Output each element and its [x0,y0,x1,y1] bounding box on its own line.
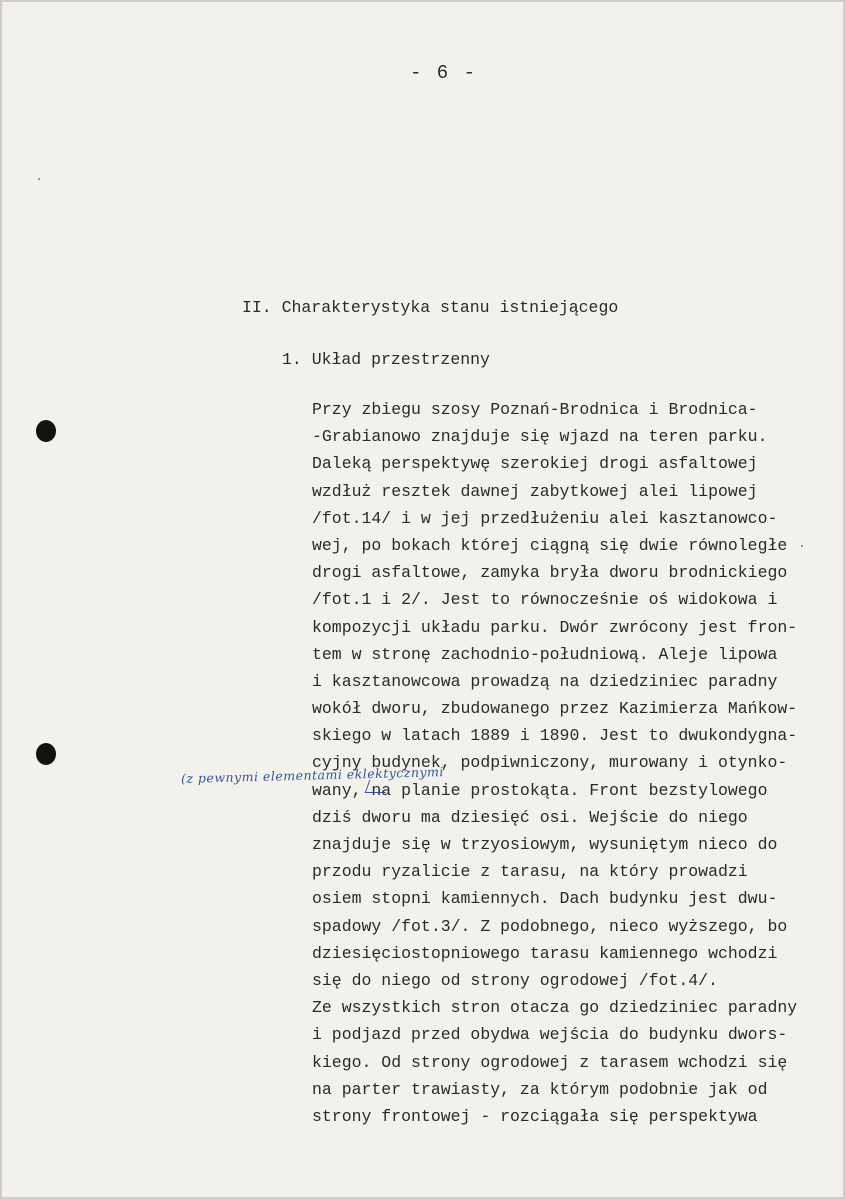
text-line: znajduje się w trzyosiowym, wysuniętym nieco do [312,835,778,854]
text-line: wokół dworu, zbudowanego przez Kazimierza Mańkow- [312,699,798,719]
page-number: - 6 - [410,62,478,84]
paper-speck [38,178,40,180]
subsection-heading: 1. Układ przestrzenny [282,350,490,369]
text-line: /fot.1 i 2/. Jest to równocześnie oś widokowa i [312,590,778,610]
text-line: osiem stopni kamiennych. Dach budynku jest dwu- [312,889,778,909]
section-heading: II. Charakterystyka stanu istniejącego [242,298,619,317]
body-paragraph [312,396,832,1130]
text-line: tem w stronę zachodnio-południową. Aleje lipowa [312,644,778,664]
text-line: -Grabianowo znajduje się wjazd na teren parku. [312,427,768,447]
text-line: kompozycji układu parku. Dwór zwrócony jest fron- [312,617,798,637]
punch-hole-bottom [36,743,56,765]
text-line: wzdłuż resztek dawnej zabytkowej alei lipowej [312,481,758,501]
text-line: skiego w latach 1889 i 1890. Jest to dwukondygna- [312,726,798,746]
punch-hole-top [36,420,56,442]
text-line: strony frontowej - rozciągała się perspektywa [312,1106,758,1126]
text-line: dziesięciostopniowego tarasu kamiennego wchodzi [312,943,778,963]
text-line: cyjny budynek, podpiwniczony, murowany i otynko- [312,753,788,773]
text-line: /fot.14/ i w jej przedłużeniu alei kasztanowco- [312,508,778,528]
text-line: wej, po bokach której ciągną się dwie równoległe [312,535,788,555]
text-line: wany, na planie prostokąta. Front bezstylowego [312,780,768,800]
text-line: dziś dworu ma dziesięć osi. Wejście do niego [312,807,748,827]
text-line: Ze wszystkich stron otacza go dziedziniec paradny [312,998,798,1018]
paper-speck [801,545,803,547]
text-line: Przy zbiegu szosy Poznań-Brodnica i Brodnica- [312,400,758,419]
text-line: i podjazd przed obydwa wejścia do budynku dwors- [312,1025,788,1045]
handwritten-annotation: (z pewnymi elementami eklektycznymi [180,764,445,786]
text-line: spadowy /fot.3/. Z podobnego, nieco wyższego, bo [312,916,788,936]
text-line: na parter trawiasty, za którym podobnie jak od [312,1079,768,1099]
text-line: się do niego od strony ogrodowej /fot.4/. [312,970,718,990]
text-line: Daleką perspektywę szerokiej drogi asfaltowej [312,454,758,474]
text-line: i kasztanowcowa prowadzą na dziedziniec paradny [312,671,778,691]
text-line: przodu ryzalicie z tarasu, na który prowadzi [312,862,748,882]
text-line: kiego. Od strony ogrodowej z tarasem wchodzi się [312,1052,788,1072]
text-line: drogi asfaltowe, zamyka bryła dworu brodnickiego [312,563,788,583]
